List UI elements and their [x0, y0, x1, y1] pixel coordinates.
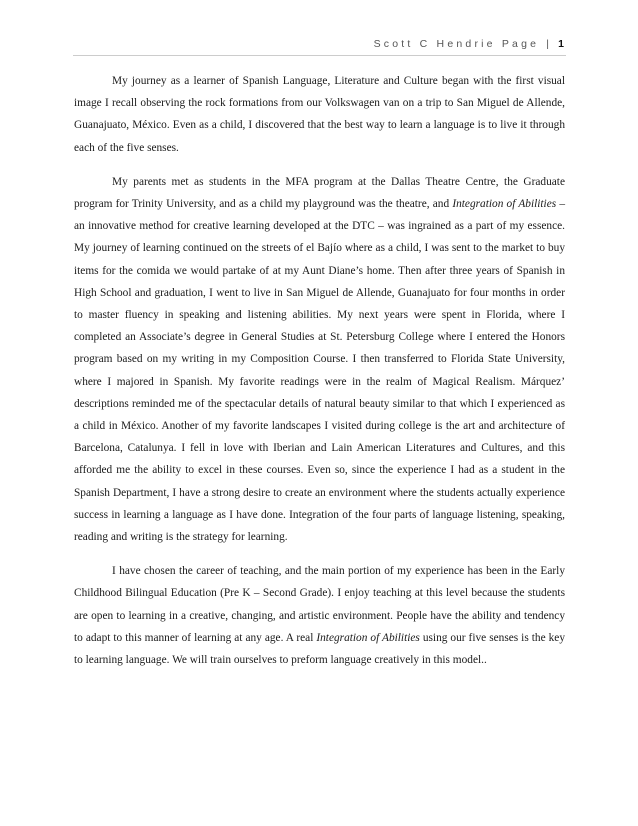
header-rule: [73, 55, 566, 56]
header-author: Scott C Hendrie: [373, 38, 496, 50]
paragraph-text: My parents met as students in the MFA program at the Dallas Theatre Centre, the Graduate program for Trinity University, and as a child my playground was the theatre, and: [74, 175, 565, 211]
header-page-number: 1: [558, 38, 564, 50]
page-header: [374, 38, 564, 50]
paragraph-text: – an innovative method for creative learning developed at the DTC – was ingrained as a part of my essence. My journey of learning continued on the streets of el Bajío where as a child, I was sent to the market to buy items for the comida we would partake of at my Aunt Diane’s home. Then after three years of Spanish in High School and graduation, I went to live in San Miguel de Allende, Guanajuato for four months in order to master fluency in speaking and listening abilities. My next years were spent in Florida, where I completed an Associate’s degree in General Studies at St. Petersburg College where I entered the Honors program based on my writing in my Composition Course. I then transferred to Florida State University, where I majored in Spanish. My favorite readings were in the realm of Magical Realism. Márquez’ descriptions reminded me of the spectacular details of natural beauty similar to that which I experienced as a child in México. Another of my favorite landscapes I visited during college is the art and architecture of Barcelona, Catalunya. I fell in love with Iberian and Lain American Literatures and Cultures, and this afforded me the ability to excel in these courses. Even so, since the experience I had as a student in the Spanish Department, I have a strong desire to create an environment where the students actually experience success in learning a language as I have done. Integration of the four parts of language listening, speaking, reading and writing is the strategy for learning.: [74, 198, 566, 544]
paragraph-2: [74, 171, 565, 548]
header-separator: |: [546, 38, 550, 50]
paragraph-3: [74, 560, 565, 671]
paragraph-text: My journey as a learner of Spanish Language, Literature and Culture began with the first visual image I recall observing the rock formations from our Volkswagen van on a trip to San Miguel de Allende, Guanajuato, México. Even as a child, I discovered that the best way to learn a language is to live it through each of the five senses.: [74, 75, 565, 154]
paragraph-text: I have chosen the career of teaching, and the main portion of my experience has been in the Early Childhood Bilingual Education (Pre K – Second Grade). I enjoy teaching at this level because the students are open to learning in a creative, changing, and artistic environment. People have the ability and tendency to adapt to this manner of learning at any age. A real: [74, 565, 565, 644]
paragraph-1: [74, 70, 565, 159]
header-page-label: Page: [501, 38, 540, 50]
italic-term: Integration of Abilities: [316, 631, 420, 644]
paragraph-text: using our five senses is the key to learning language. We will train ourselves to preform language creatively in this model..: [74, 631, 565, 667]
document-body: [74, 70, 565, 683]
italic-term: Integration of Abilities: [452, 198, 557, 211]
